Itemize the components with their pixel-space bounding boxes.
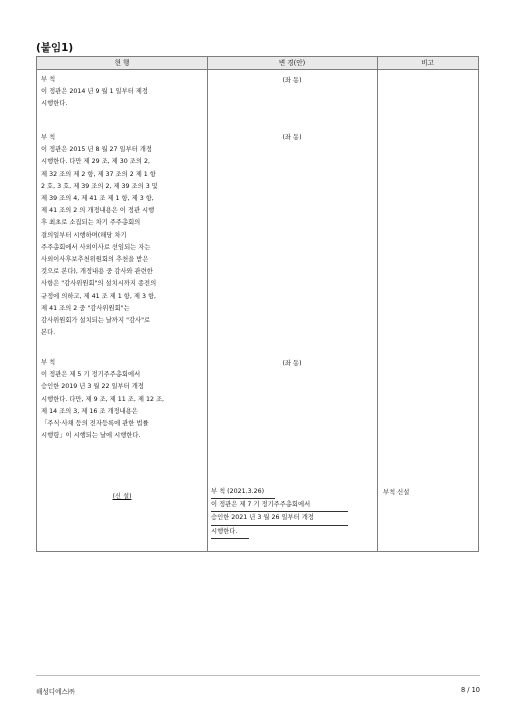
- header-note: 비고: [377, 57, 478, 70]
- column-divider: [377, 57, 378, 551]
- change-text-row-1: (좌 동): [282, 77, 302, 84]
- footer-company: 해성디에스㈜: [36, 688, 75, 696]
- current-text-row-4: (신 설): [112, 493, 132, 500]
- header-current: 현 행: [37, 57, 207, 70]
- footer-divider: [36, 675, 480, 676]
- current-text-row-1: 부 칙 이 정관은 2014 년 9 월 1 일부터 제정 시행한다.: [41, 76, 148, 108]
- current-text-row-2: 부 칙 이 정관은 2015 년 8 월 27 일부터 개정 시행한다. 다만 제 29 조, 제 30 조의 2, 제 32 조의 제 2 항, 제 37 조의 2 제 1 항 2 호, 3 호, 제 39 조의 2, 제 39 조의 3 및 제 39 조의 4, 제 41 조 제 1 항, 제 3 항, 제 41 조의 2 의 개정내용은 이 정관 시행 후 최초로 소집되는 차기 주주총회의 결의일부터 시행하며(해당 차기 주주총회에서 사외이사로 선임되는 자는 사외이사후보추천위원회의 추천을 받은 것으로 본다), 개정내용 중 감사와 관련한 사항은 "감사위원회"의 설치시까지 종전의 규정에 의하고, 제 41 조 제 1 항, 제 3 항, 제 41 조의 2 중 "감사위원회"는 감사위원회가 설치되는 날까지 "감사"로 본다.: [41, 134, 158, 337]
- header-change: 변 경(안): [207, 57, 377, 70]
- current-text-row-3: 부 칙 이 정관은 제 5 기 정기주주총회에서 승인한 2019 년 3 월 22 일부터 개정 시행한다. 다만, 제 9 조, 제 11 조, 제 12 조, 제 14 조의 3, 제 16 조 개정내용은 「주식·사채 등의 전자등록에 관한 법률 시행령」이 시행되는 날에 시행한다.: [41, 359, 165, 440]
- amendment-table: [36, 56, 479, 552]
- footer-page-number: 8 / 10: [461, 686, 480, 694]
- change-text-row-2: (좌 동): [282, 134, 302, 141]
- new-supplementary-provision: 부 칙 (2021.3.26) 이 정관은 제 7 기 정기주주총회에서 승인한 2021 년 3 월 26 일부터 개정 시행한다.: [211, 486, 348, 539]
- note-text-row-4: 부칙 신설: [383, 489, 410, 496]
- change-text-row-3: (좌 동): [282, 360, 302, 367]
- page-title: (붙임1): [36, 42, 74, 54]
